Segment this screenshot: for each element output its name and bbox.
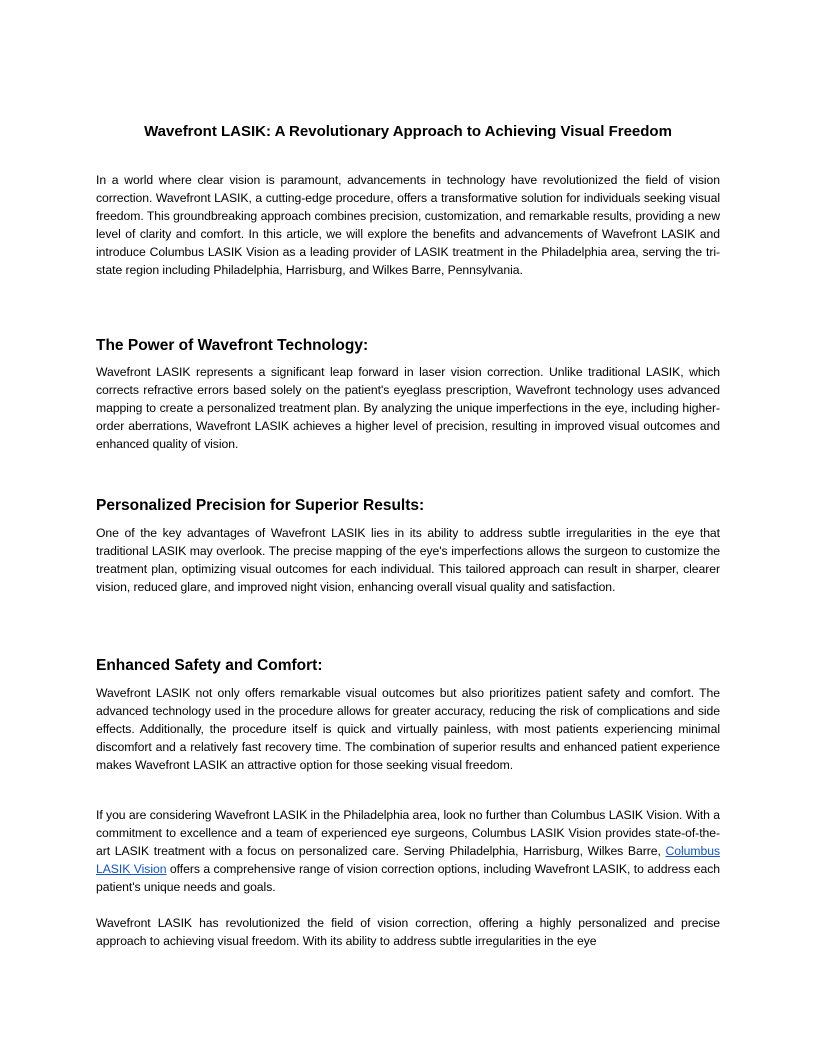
intro-paragraph: In a world where clear vision is paramount, advancements in technology have revolutionized the field of vision correction. Wavefront LASIK, a cutting-edge procedure, offers a transformative solution for individuals seeking visual freedom. This groundbreaking approach combines precision, customization, and remarkable results, providing a new level of clarity and comfort. In this article, we will explore the benefits and advancements of Wavefront LASIK and introduce Columbus LASIK Vision as a leading provider of LASIK treatment in the Philadelphia area, serving the tri-state region including Philadelphia, Harrisburg, and Wilkes Barre, Pennsylvania. — [96, 173, 720, 277]
document-title: Wavefront LASIK: A Revolutionary Approach to Achieving Visual Freedom — [144, 123, 672, 140]
provider-text-before-link: If you are considering Wavefront LASIK in the Philadelphia area, look no further than Columbus LASIK Vision. With a commitment to excellence and a team of experienced eye surgeons, Columbus LASIK Vision provides state-of-the-art LASIK treatment with a focus on personalized care. Serving Philadelphia, Harrisburg, Wilkes Barre, — [96, 808, 720, 858]
section-body-personalized-precision: One of the key advantages of Wavefront LASIK lies in its ability to address subtle irregularities in the eye that traditional LASIK may overlook. The precise mapping of the eye's imperfections allows the surgeon to customize the treatment plan, optimizing visual outcomes for each individual. This tailored approach can result in sharper, clearer vision, reduced glare, and improved night vision, enhancing overall visual quality and satisfaction. — [96, 526, 720, 594]
section-body-wavefront-technology: Wavefront LASIK represents a significant leap forward in laser vision correction. Unlike traditional LASIK, which corrects refractive errors based solely on the patient's eyeglass prescription, Wavefront technology uses advanced mapping to create a personalized treatment plan. By analyzing the unique imperfections in the eye, including higher-order aberrations, Wavefront LASIK achieves a higher level of precision, resulting in improved visual outcomes and enhanced quality of vision. — [96, 365, 720, 451]
section-heading-safety-comfort: Enhanced Safety and Comfort: — [96, 657, 323, 674]
section-heading-wavefront-technology: The Power of Wavefront Technology: — [96, 337, 369, 354]
provider-paragraph — [96, 806, 720, 896]
provider-text-after-link: offers a comprehensive range of vision correction options, including Wavefront LASIK, to address each patient's unique needs and goals. — [96, 862, 721, 894]
closing-paragraph: Wavefront LASIK has revolutionized the field of vision correction, offering a highly personalized and precise approach to achieving visual freedom. With its ability to address subtle irregularities in the eye — [96, 916, 720, 948]
columbus-lasik-vision-link[interactable]: Columbus LASIK Vision — [96, 844, 720, 876]
section-heading-personalized-precision: Personalized Precision for Superior Results: — [96, 497, 425, 514]
section-body-safety-comfort: Wavefront LASIK not only offers remarkable visual outcomes but also prioritizes patient safety and comfort. The advanced technology used in the procedure allows for greater accuracy, reducing the risk of complications and side effects. Additionally, the procedure itself is quick and virtually painless, with most patients experiencing minimal discomfort and a relatively fast recovery time. The combination of superior results and enhanced patient experience makes Wavefront LASIK an attractive option for those seeking visual freedom. — [96, 686, 720, 772]
